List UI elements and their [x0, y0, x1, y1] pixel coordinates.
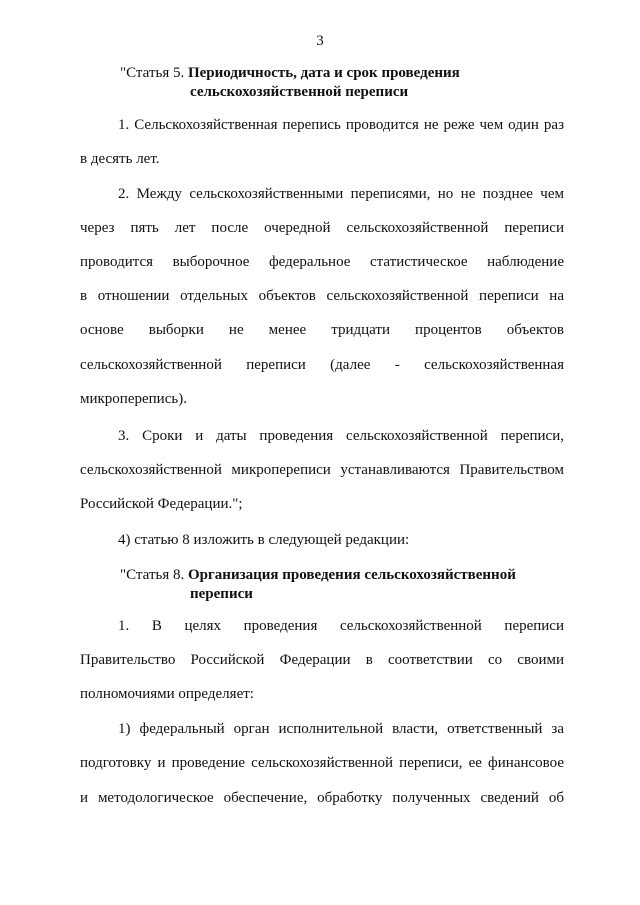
article-8-title-line2: переписи: [190, 586, 253, 602]
paragraph-line: 4) статью 8 изложить в следующей редакции:: [118, 532, 410, 548]
paragraph-line: 1. В целях проведения сельскохозяйственной переписи: [118, 618, 564, 634]
page-number: 3: [316, 33, 324, 49]
paragraph-line: 1) федеральный орган исполнительной власти, ответственный за: [118, 721, 564, 737]
paragraph-line: Правительство Российской Федерации в соответствии со своими: [80, 652, 564, 668]
paragraph-line: микроперепись).: [80, 391, 187, 407]
article-5-title-line2: сельскохозяйственной переписи: [190, 84, 409, 100]
paragraph-line: основе выборки не менее тридцати процентов объектов: [80, 322, 564, 338]
article-8-heading: [120, 566, 590, 604]
article-5-title-line1: Периодичность, дата и срок проведения: [187, 65, 460, 81]
paragraph-line: в десять лет.: [80, 151, 160, 167]
paragraph-line: 2. Между сельскохозяйственными переписями, но не позднее чем: [118, 186, 564, 202]
paragraph-line: Российской Федерации.";: [80, 496, 243, 512]
paragraph-line: сельскохозяйственной переписи (далее - сельскохозяйственная: [80, 357, 564, 373]
article-5-heading: [120, 64, 590, 102]
paragraph-line: 3. Сроки и даты проведения сельскохозяйственной переписи,: [118, 428, 564, 444]
paragraph-line: подготовку и проведение сельскохозяйственной переписи, ее финансовое: [80, 755, 564, 771]
paragraph-line: проводится выборочное федеральное статистическое наблюдение: [80, 254, 564, 270]
paragraph-line: 1. Сельскохозяйственная перепись проводится не реже чем один раз: [118, 117, 564, 133]
paragraph-line: через пять лет после очередной сельскохозяйственной переписи: [80, 220, 564, 236]
article-8-title-line1: Организация проведения сельскохозяйственной: [187, 567, 516, 583]
paragraph-line: и методологическое обеспечение, обработку полученных сведений об: [80, 790, 564, 806]
paragraph-line: в отношении отдельных объектов сельскохозяйственной переписи на: [80, 288, 564, 304]
paragraph-line: полномочиями определяет:: [80, 686, 254, 702]
article-8-prefix: "Статья 8.: [120, 567, 185, 583]
article-5-prefix: "Статья 5.: [120, 65, 185, 81]
paragraph-line: сельскохозяйственной микропереписи устанавливаются Правительством: [80, 462, 564, 478]
